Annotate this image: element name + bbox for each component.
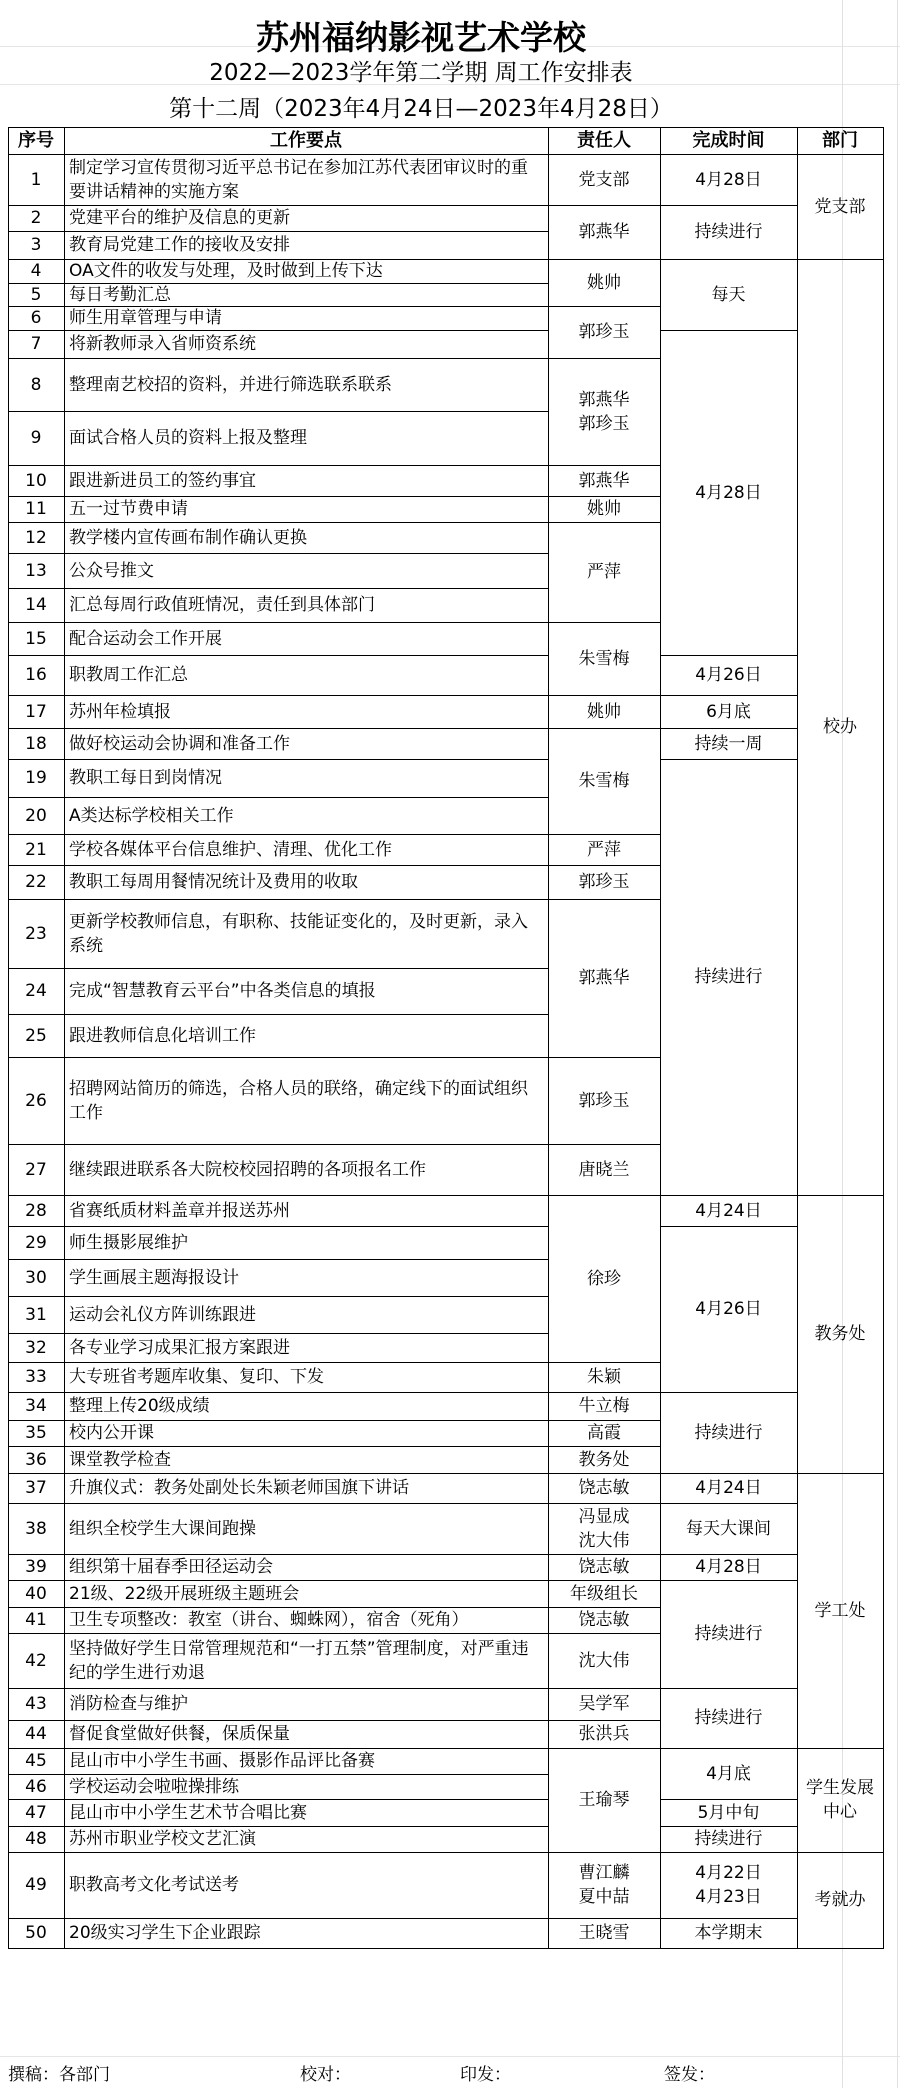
row-number: 46 — [25, 1776, 47, 1797]
task-cell: 学校各媒体平台信息维护、清理、优化工作 — [69, 839, 392, 860]
row-number: 7 — [30, 334, 42, 354]
col-header-due: 完成时间 — [692, 129, 765, 151]
task-cell: 跟进新进员工的签约事宜 — [69, 470, 256, 491]
owner-cell: 曹江麟 夏中喆 — [578, 1863, 630, 1907]
row-number: 41 — [25, 1610, 47, 1630]
task-cell: 运动会礼仪方阵训练跟进 — [69, 1304, 256, 1325]
row-number: 8 — [30, 374, 42, 395]
row-number: 49 — [25, 1875, 47, 1895]
owner-cell: 徐珍 — [587, 1268, 621, 1289]
row-number: 9 — [30, 428, 42, 448]
grid-line — [8, 154, 884, 155]
task-cell: 学校运动会啦啦操排练 — [69, 1776, 239, 1797]
dept-cell: 考就办 — [814, 1890, 866, 1910]
task-cell: 苏州年检填报 — [69, 701, 171, 722]
due-cell: 持续进行 — [694, 1829, 763, 1849]
owner-cell: 张洪兵 — [578, 1724, 630, 1744]
task-cell: 升旗仪式：教务处副处长朱颖老师国旗下讲话 — [69, 1478, 409, 1498]
row-number: 22 — [25, 872, 47, 892]
row-number: 39 — [25, 1557, 47, 1577]
task-cell: 每日考勤汇总 — [69, 284, 171, 305]
due-cell: 持续一周 — [694, 733, 763, 754]
dept-cell: 校办 — [823, 717, 857, 737]
owner-cell: 王瑜琴 — [578, 1790, 630, 1810]
row-number: 28 — [25, 1200, 47, 1221]
task-cell: 教育局党建工作的接收及安排 — [69, 235, 290, 255]
sheet-gridline — [0, 2056, 900, 2057]
owner-cell: 郭珍玉 — [578, 872, 630, 892]
row-number: 6 — [30, 308, 42, 328]
task-cell: 更新学校教师信息，有职称、技能证变化的，及时更新，录入系统 — [69, 911, 528, 956]
task-cell: 组织第十届春季田径运动会 — [69, 1557, 273, 1577]
grid-line — [660, 1948, 798, 1949]
due-cell: 持续进行 — [694, 1708, 763, 1728]
due-cell: 4月28日 — [695, 482, 762, 503]
dept-cell: 学工处 — [814, 1600, 866, 1621]
due-cell: 本学期末 — [694, 1923, 763, 1943]
footer-review: 校对： — [300, 2065, 351, 2085]
task-cell: 继续跟进联系各大院校校园招聘的各项报名工作 — [69, 1159, 426, 1180]
owner-cell: 姚帅 — [587, 272, 621, 293]
row-number: 45 — [25, 1751, 47, 1771]
school-title: 苏州福纳影视艺术学校 — [256, 18, 586, 57]
task-cell: 学生画展主题海报设计 — [69, 1267, 239, 1288]
row-number: 3 — [30, 235, 42, 255]
owner-cell: 饶志敏 — [578, 1610, 630, 1630]
task-cell: 整理南艺校招的资料，并进行筛选联系联系 — [69, 374, 392, 395]
dept-cell: 教务处 — [814, 1324, 866, 1344]
task-cell: 课堂教学检查 — [69, 1449, 171, 1470]
owner-cell: 吴学军 — [578, 1694, 630, 1714]
task-cell: 党建平台的维护及信息的更新 — [69, 208, 290, 228]
row-number: 12 — [25, 527, 47, 548]
task-cell: 消防检查与维护 — [69, 1694, 188, 1714]
owner-cell: 牛立梅 — [578, 1396, 630, 1416]
due-cell: 持续进行 — [694, 1422, 763, 1443]
row-number: 37 — [25, 1478, 47, 1498]
owner-cell: 党支部 — [578, 169, 630, 190]
row-number: 38 — [25, 1518, 47, 1539]
task-cell: 校内公开课 — [69, 1423, 154, 1443]
row-number: 14 — [25, 595, 47, 615]
due-cell: 4月28日 — [695, 169, 762, 190]
owner-cell: 姚帅 — [587, 701, 621, 722]
owner-cell: 冯显成 沈大伟 — [578, 1506, 630, 1551]
task-cell: 省赛纸质材料盖章并报送苏州 — [69, 1200, 290, 1221]
task-cell: 组织全校学生大课间跑操 — [69, 1518, 256, 1539]
task-cell: 将新教师录入省师资系统 — [69, 334, 256, 354]
owner-cell: 郭珍玉 — [578, 1090, 630, 1111]
grid-line — [797, 1948, 884, 1949]
task-cell: 五一过节费申请 — [69, 499, 188, 519]
dept-cell: 党支部 — [814, 196, 866, 217]
task-cell: 昆山市中小学生书画、摄影作品评比备赛 — [69, 1751, 375, 1771]
row-number: 31 — [25, 1304, 47, 1325]
row-number: 25 — [25, 1025, 47, 1046]
row-number: 15 — [25, 628, 47, 649]
task-cell: 督促食堂做好供餐，保质保量 — [69, 1724, 290, 1744]
row-number: 29 — [25, 1232, 47, 1253]
row-number: 2 — [30, 208, 42, 228]
due-cell: 4月24日 — [695, 1200, 762, 1221]
col-header-dept: 部门 — [822, 129, 858, 151]
owner-cell: 王晓雪 — [578, 1923, 630, 1943]
grid-line — [548, 1948, 661, 1949]
due-cell: 持续进行 — [694, 967, 763, 987]
owner-cell: 姚帅 — [587, 499, 621, 519]
row-number: 42 — [25, 1650, 47, 1671]
due-cell: 每天 — [711, 284, 746, 305]
task-cell: 卫生专项整改：教室（讲台、蜘蛛网），宿舍（死角） — [69, 1610, 469, 1630]
owner-cell: 郭珍玉 — [578, 322, 630, 342]
task-cell: 昆山市中小学生艺术节合唱比赛 — [69, 1802, 307, 1823]
owner-cell: 沈大伟 — [578, 1650, 630, 1671]
owner-cell: 严萍 — [587, 562, 621, 582]
task-cell: A类达标学校相关工作 — [69, 805, 234, 826]
task-cell: 大专班省考题库收集、复印、下发 — [69, 1367, 324, 1387]
row-number: 17 — [25, 701, 47, 722]
grid-line — [797, 127, 798, 1949]
task-cell: 苏州市职业学校文艺汇演 — [69, 1829, 256, 1849]
due-cell: 4月24日 — [695, 1478, 762, 1498]
owner-cell: 教务处 — [578, 1449, 630, 1470]
row-number: 44 — [25, 1724, 47, 1744]
row-number: 20 — [25, 805, 47, 826]
row-number: 4 — [30, 261, 42, 281]
task-cell: 做好校运动会协调和准备工作 — [69, 733, 290, 754]
row-number: 43 — [25, 1694, 47, 1714]
owner-cell: 朱颖 — [587, 1367, 621, 1387]
row-number: 26 — [25, 1090, 47, 1111]
owner-cell: 年级组长 — [570, 1583, 638, 1604]
row-number: 50 — [25, 1923, 47, 1943]
owner-cell: 高霞 — [587, 1423, 621, 1443]
row-number: 23 — [25, 923, 47, 944]
task-cell: 汇总每周行政值班情况，责任到具体部门 — [69, 595, 375, 615]
row-number: 16 — [25, 665, 47, 685]
task-cell: 职教周工作汇总 — [69, 665, 188, 685]
task-cell: 教学楼内宣传画布制作确认更换 — [69, 527, 307, 548]
owner-cell: 严萍 — [587, 839, 621, 860]
col-header-owner: 责任人 — [577, 129, 631, 151]
sheet-gridline — [897, 0, 898, 2088]
grid-line — [883, 127, 884, 1949]
task-cell: 整理上传20级成绩 — [69, 1396, 210, 1416]
due-cell: 每天大课间 — [686, 1518, 771, 1539]
footer-drafter: 撰稿：各部门 — [8, 2065, 110, 2085]
row-number: 11 — [25, 499, 47, 519]
task-cell: 公众号推文 — [69, 560, 154, 581]
row-number: 10 — [25, 470, 47, 491]
row-number: 47 — [25, 1802, 47, 1823]
owner-cell: 唐晓兰 — [578, 1159, 630, 1180]
row-number: 19 — [25, 768, 47, 788]
task-cell: 招聘网站简历的筛选，合格人员的联络，确定线下的面试组织工作 — [69, 1078, 528, 1123]
row-number: 33 — [25, 1367, 47, 1387]
task-cell: 20级实习学生下企业跟踪 — [69, 1923, 261, 1943]
due-cell: 5月中旬 — [697, 1802, 760, 1823]
task-cell: 坚持做好学生日常管理规范和“一打五禁”管理制度，对严重违纪的学生进行劝退 — [69, 1638, 529, 1683]
due-cell: 6月底 — [706, 701, 751, 722]
task-cell: 面试合格人员的资料上报及整理 — [69, 428, 307, 448]
row-number: 21 — [25, 839, 47, 860]
grid-line — [548, 127, 549, 1949]
week-subtitle: 第十二周（2023年4月24日—2023年4月28日） — [169, 96, 673, 122]
task-cell: 配合运动会工作开展 — [69, 628, 222, 649]
due-cell: 持续进行 — [694, 222, 763, 242]
task-cell: 教职工每周用餐情况统计及费用的收取 — [69, 872, 358, 892]
col-header-no: 序号 — [18, 129, 54, 151]
task-cell: 职教高考文化考试送考 — [69, 1875, 239, 1895]
task-cell: OA文件的收发与处理，及时做到上传下达 — [69, 261, 383, 281]
due-cell: 4月底 — [706, 1763, 751, 1784]
grid-line — [8, 127, 9, 1949]
row-number: 13 — [25, 560, 47, 581]
row-number: 24 — [25, 981, 47, 1001]
footer-sign: 签发： — [664, 2065, 715, 2085]
owner-cell: 朱雪梅 — [578, 648, 630, 669]
task-cell: 师生摄影展维护 — [69, 1232, 188, 1253]
row-number: 30 — [25, 1267, 47, 1288]
task-cell: 完成“智慧教育云平台”中各类信息的填报 — [69, 981, 376, 1001]
row-number: 35 — [25, 1423, 47, 1443]
due-cell: 持续进行 — [694, 1624, 763, 1644]
col-header-task: 工作要点 — [270, 129, 342, 151]
row-number: 5 — [30, 284, 42, 305]
task-cell: 教职工每日到岗情况 — [69, 768, 222, 788]
term-subtitle: 2022—2023学年第二学期 周工作安排表 — [209, 60, 633, 86]
due-cell: 4月26日 — [695, 665, 762, 685]
grid-line — [660, 127, 661, 1949]
owner-cell: 饶志敏 — [578, 1478, 630, 1498]
row-number: 40 — [25, 1583, 47, 1604]
grid-line — [64, 127, 65, 1949]
row-number: 1 — [30, 169, 42, 190]
owner-cell: 郭燕华 — [578, 968, 630, 988]
footer-print: 印发： — [460, 2065, 511, 2085]
row-number: 48 — [25, 1829, 47, 1849]
owner-cell: 饶志敏 — [578, 1557, 630, 1577]
task-cell: 21级、22级开展班级主题班会 — [69, 1583, 300, 1604]
grid-line — [8, 127, 884, 128]
row-number: 18 — [25, 733, 47, 754]
due-cell: 4月22日 4月23日 — [695, 1863, 762, 1907]
row-number: 27 — [25, 1159, 47, 1180]
owner-cell: 郭燕华 — [578, 470, 630, 491]
task-cell: 各专业学习成果汇报方案跟进 — [69, 1337, 290, 1358]
task-cell: 制定学习宣传贯彻习近平总书记在参加江苏代表团审议时的重要讲话精神的实施方案 — [69, 157, 528, 202]
grid-line — [8, 1948, 549, 1949]
owner-cell: 朱雪梅 — [578, 771, 630, 791]
task-cell: 跟进教师信息化培训工作 — [69, 1025, 256, 1046]
dept-cell: 学生发展 中心 — [806, 1778, 874, 1822]
due-cell: 4月26日 — [695, 1299, 762, 1319]
owner-cell: 郭燕华 — [578, 222, 630, 242]
row-number: 32 — [25, 1337, 47, 1358]
row-number: 36 — [25, 1449, 47, 1470]
due-cell: 4月28日 — [695, 1557, 762, 1577]
task-cell: 师生用章管理与申请 — [69, 308, 222, 328]
row-number: 34 — [25, 1396, 47, 1416]
owner-cell: 郭燕华 郭珍玉 — [578, 389, 630, 434]
